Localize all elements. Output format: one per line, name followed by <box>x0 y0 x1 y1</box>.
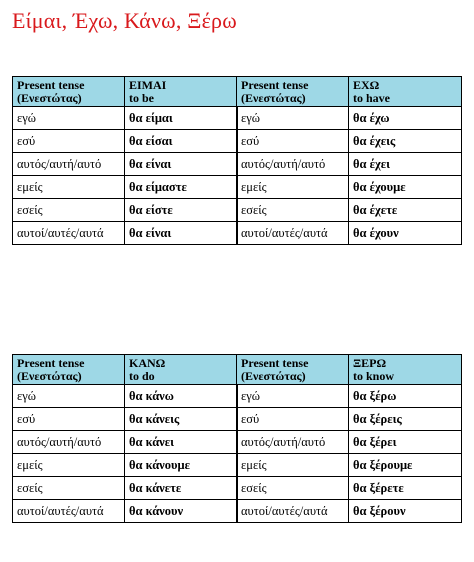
tense-greek-label: (Ενεστώτας) <box>241 91 306 105</box>
pronoun-cell: εσύ <box>237 130 349 153</box>
pronoun-cell: εσείς <box>13 199 125 222</box>
pronoun-cell: εγώ <box>13 107 125 130</box>
table-row <box>237 431 462 454</box>
verb-english: to know <box>353 369 395 383</box>
table-row <box>237 477 462 500</box>
verb-form-cell: θα ξέρω <box>349 385 462 408</box>
conjugation-table <box>12 354 238 523</box>
table-row <box>237 385 462 408</box>
table-row <box>237 500 462 523</box>
table-row <box>13 385 238 408</box>
pronoun-cell: εγώ <box>237 385 349 408</box>
pronoun-cell: εμείς <box>13 176 125 199</box>
table-row <box>237 222 462 245</box>
verb-form-cell: θα είναι <box>125 222 238 245</box>
verb-form-cell: θα κάνουν <box>125 500 238 523</box>
pronoun-cell: αυτοί/αυτές/αυτά <box>13 222 125 245</box>
verb-form-cell: θα κάνετε <box>125 477 238 500</box>
verb-form-cell: θα είμαστε <box>125 176 238 199</box>
pronoun-cell: εγώ <box>237 107 349 130</box>
conjugation-table <box>236 76 462 245</box>
page-title: Είμαι, Έχω, Κάνω, Ξέρω <box>12 8 237 33</box>
pronoun-cell: εσείς <box>237 199 349 222</box>
verb-form-cell: θα κάνουμε <box>125 454 238 477</box>
table-row <box>13 477 238 500</box>
table-row <box>237 176 462 199</box>
pronoun-cell: αυτός/αυτή/αυτό <box>13 431 125 454</box>
tense-label: Present tense <box>17 356 85 370</box>
pronoun-cell: εσείς <box>237 477 349 500</box>
verb-form-cell: θα κάνεις <box>125 408 238 431</box>
pronoun-cell: αυτοί/αυτές/αυτά <box>13 500 125 523</box>
verb-form-cell: θα ξέρουν <box>349 500 462 523</box>
table-row <box>237 408 462 431</box>
verb-form-cell: θα έχουν <box>349 222 462 245</box>
pronoun-cell: αυτός/αυτή/αυτό <box>13 153 125 176</box>
verb-form-cell: θα έχεις <box>349 130 462 153</box>
table-row <box>237 130 462 153</box>
verb-form-cell: θα έχει <box>349 153 462 176</box>
pronoun-cell: εμείς <box>237 176 349 199</box>
tense-label: Present tense <box>17 78 85 92</box>
table-row <box>13 130 238 153</box>
verb-header-cell <box>125 77 238 107</box>
pronoun-cell: εμείς <box>13 454 125 477</box>
conjugation-table <box>236 354 462 523</box>
pronoun-cell: εσύ <box>237 408 349 431</box>
verb-form-cell: θα είστε <box>125 199 238 222</box>
table-row <box>13 153 238 176</box>
table-row <box>13 431 238 454</box>
pronoun-cell: εσείς <box>13 477 125 500</box>
tense-greek-label: (Ενεστώτας) <box>17 369 82 383</box>
verb-english: to be <box>129 91 154 105</box>
verb-english: to do <box>129 369 155 383</box>
pronoun-cell: εσύ <box>13 130 125 153</box>
conjugation-table <box>12 76 238 245</box>
verb-greek: ΞΕΡΩ <box>353 356 387 370</box>
verb-english: to have <box>353 91 390 105</box>
table-row <box>237 107 462 130</box>
verb-form-cell: θα έχετε <box>349 199 462 222</box>
tense-header-cell <box>13 77 125 107</box>
verb-greek: ΕΧΩ <box>353 78 380 92</box>
verb-form-cell: θα ξέρουμε <box>349 454 462 477</box>
verb-header-cell <box>349 77 462 107</box>
verb-form-cell: θα ξέρει <box>349 431 462 454</box>
table-row <box>13 408 238 431</box>
table-row <box>237 153 462 176</box>
pronoun-cell: αυτός/αυτή/αυτό <box>237 431 349 454</box>
verb-form-cell: θα είναι <box>125 153 238 176</box>
pronoun-cell: αυτός/αυτή/αυτό <box>237 153 349 176</box>
pronoun-cell: αυτοί/αυτές/αυτά <box>237 222 349 245</box>
table-row <box>237 454 462 477</box>
tense-greek-label: (Ενεστώτας) <box>17 91 82 105</box>
pronoun-cell: εμείς <box>237 454 349 477</box>
tense-label: Present tense <box>241 78 309 92</box>
table-header-row <box>237 355 462 385</box>
tense-header-cell <box>237 355 349 385</box>
table-row <box>13 199 238 222</box>
verb-form-cell: θα κάνει <box>125 431 238 454</box>
pronoun-cell: εγώ <box>13 385 125 408</box>
verb-form-cell: θα ξέρετε <box>349 477 462 500</box>
verb-form-cell: θα είσαι <box>125 130 238 153</box>
table-row <box>237 199 462 222</box>
table-header-row <box>13 77 238 107</box>
verb-form-cell: θα είμαι <box>125 107 238 130</box>
verb-form-cell: θα ξέρεις <box>349 408 462 431</box>
tense-greek-label: (Ενεστώτας) <box>241 369 306 383</box>
table-row <box>13 500 238 523</box>
table-row <box>13 222 238 245</box>
pronoun-cell: εσύ <box>13 408 125 431</box>
verb-header-cell <box>125 355 238 385</box>
table-row <box>13 107 238 130</box>
table-row <box>13 176 238 199</box>
pronoun-cell: αυτοί/αυτές/αυτά <box>237 500 349 523</box>
tense-header-cell <box>237 77 349 107</box>
table-row <box>13 454 238 477</box>
verb-greek: ΚΑΝΩ <box>129 356 166 370</box>
tense-label: Present tense <box>241 356 309 370</box>
table-header-row <box>237 77 462 107</box>
tense-header-cell <box>13 355 125 385</box>
verb-header-cell <box>349 355 462 385</box>
verb-form-cell: θα έχουμε <box>349 176 462 199</box>
verb-greek: ΕΙΜΑΙ <box>129 78 167 92</box>
verb-form-cell: θα κάνω <box>125 385 238 408</box>
table-header-row <box>13 355 238 385</box>
verb-form-cell: θα έχω <box>349 107 462 130</box>
